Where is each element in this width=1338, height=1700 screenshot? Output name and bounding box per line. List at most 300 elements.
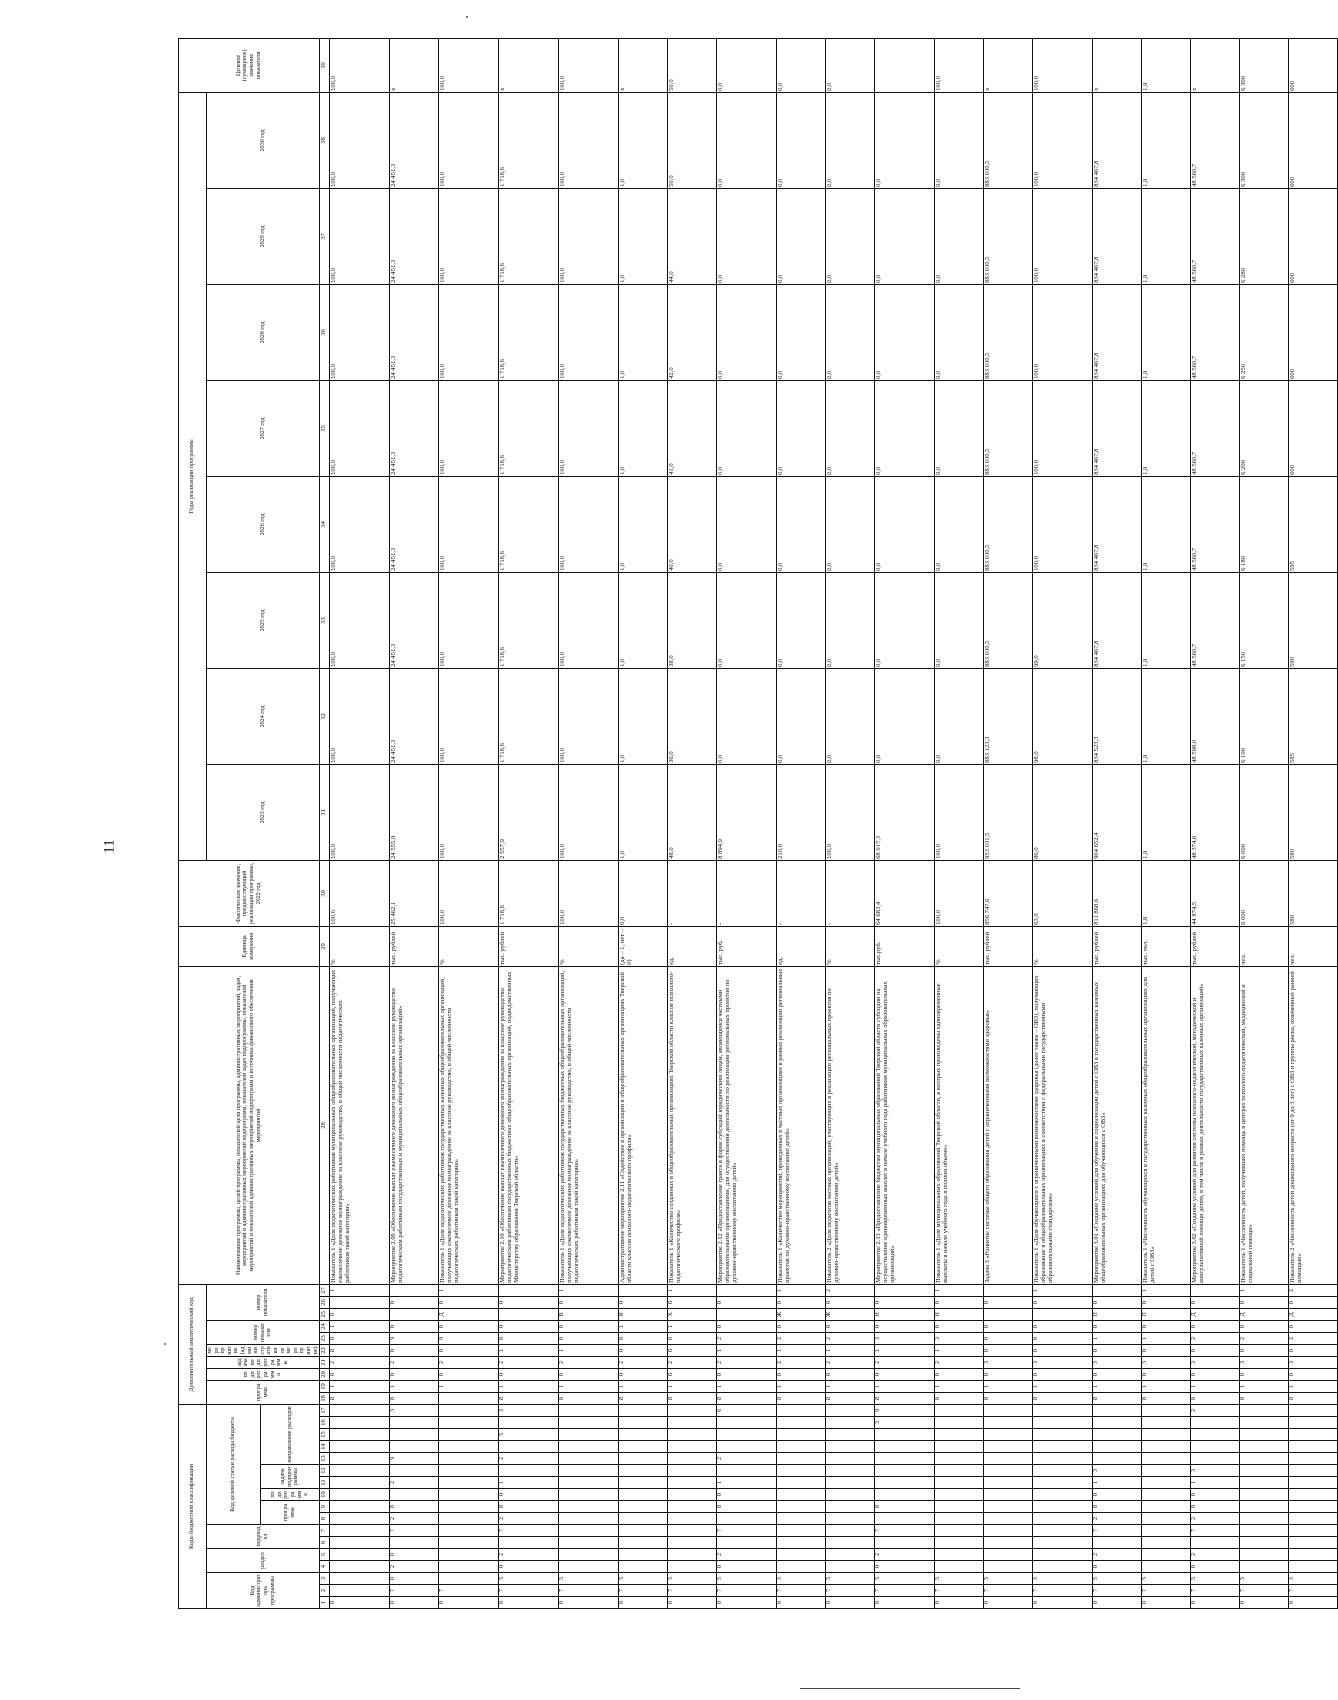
row-unit: ед.	[777, 926, 826, 966]
code-cell	[875, 1465, 935, 1477]
column-number: 8	[320, 1513, 330, 1525]
row-year-value: 99,0	[1033, 572, 1093, 668]
code-cell: 1	[717, 1477, 777, 1489]
code-cell: 3	[499, 1404, 559, 1416]
code-cell: 0	[559, 1332, 619, 1344]
code-cell	[875, 1441, 935, 1453]
column-number: 12	[320, 1465, 330, 1477]
code-cell: 0	[1033, 1368, 1093, 1380]
row-year-value: 48 560,7	[1191, 92, 1240, 188]
row-year-value: 0,0	[875, 92, 935, 188]
row-name: Показатель 1 «Численность детей, получивших помощь в центрах психолого-педагогической, медицинской и социальной помощи»	[1240, 966, 1289, 1284]
row-fact-2022: 811 868,6	[1093, 860, 1142, 926]
row-year-value: 0,0	[777, 380, 826, 476]
code-cell: 0	[619, 1597, 668, 1609]
row-year-value: 0,0	[935, 668, 984, 764]
code-cell	[1142, 1417, 1191, 1429]
code-cell	[619, 1429, 668, 1441]
code-cell: 0	[499, 1489, 559, 1501]
code-cell: 0	[1093, 1489, 1142, 1501]
code-cell	[330, 1537, 390, 1549]
code-cell	[1033, 1525, 1093, 1537]
code-cell: 3	[875, 1417, 935, 1429]
code-cell	[439, 1417, 499, 1429]
code-cell: 0	[439, 1320, 499, 1332]
code-cell	[668, 1441, 717, 1453]
code-cell	[875, 1429, 935, 1441]
code-cell	[1033, 1537, 1093, 1549]
table-row	[1093, 38, 1142, 1608]
row-year-value: 100,0	[1033, 380, 1093, 476]
code-cell: 0	[875, 1320, 935, 1332]
row-year-value: 0,0	[777, 572, 826, 668]
column-number: 17	[320, 1404, 330, 1416]
row-year-value: 0,0	[777, 188, 826, 284]
header-task: задача подпрограммы	[260, 1465, 319, 1489]
row-year-value: 100,0	[439, 284, 499, 380]
code-cell	[935, 1441, 984, 1453]
code-cell: 5	[984, 1573, 1033, 1585]
code-cell: 0	[777, 1368, 826, 1380]
code-cell: 0	[499, 1320, 559, 1332]
code-cell	[1142, 1404, 1191, 1416]
code-cell: 0	[499, 1597, 559, 1609]
code-cell	[559, 1417, 619, 1429]
row-year-value: 0,0	[826, 92, 875, 188]
table-row	[1240, 38, 1289, 1608]
code-cell	[935, 1429, 984, 1441]
row-fact-2022: 0,0	[619, 860, 668, 926]
code-cell	[439, 1404, 499, 1416]
row-unit: %	[1033, 926, 1093, 966]
code-cell	[439, 1573, 499, 1585]
row-fact-2022: 1 718,6	[499, 860, 559, 926]
code-cell	[777, 1453, 826, 1465]
row-year-value: 595	[1289, 476, 1338, 572]
row-year-value: 1 718,6	[499, 188, 559, 284]
code-cell: 9	[390, 1453, 439, 1465]
row-year-value: 24 451,3	[390, 572, 439, 668]
code-cell: 0	[1142, 1296, 1191, 1308]
code-cell: 0	[984, 1368, 1033, 1380]
table-row	[390, 38, 439, 1608]
code-cell	[777, 1417, 826, 1429]
code-cell	[717, 1417, 777, 1429]
row-year-value: 100,0	[559, 188, 619, 284]
code-cell	[439, 1477, 499, 1489]
code-cell	[668, 1417, 717, 1429]
code-cell: Ж	[826, 1308, 875, 1320]
code-cell: 2	[826, 1284, 875, 1296]
row-year-value: 100,0	[330, 380, 390, 476]
code-cell: Ж	[777, 1308, 826, 1320]
code-cell	[330, 1453, 390, 1465]
code-cell	[668, 1537, 717, 1549]
code-cell: 0	[717, 1320, 777, 1332]
code-cell: 1	[1240, 1284, 1289, 1296]
code-cell: Н	[875, 1308, 935, 1320]
code-cell: 0	[1191, 1368, 1240, 1380]
code-cell: 0	[826, 1296, 875, 1308]
row-year-value: 0,0	[717, 476, 777, 572]
row-year-value: 0,0	[826, 668, 875, 764]
row-year-value: 100,0	[1033, 92, 1093, 188]
code-cell: 1	[668, 1320, 717, 1332]
code-cell: 0	[826, 1368, 875, 1380]
code-cell	[935, 1417, 984, 1429]
row-year-value: 0,0	[826, 380, 875, 476]
row-year-value: 24 451,3	[390, 92, 439, 188]
code-cell: 7	[499, 1525, 559, 1537]
code-cell: 5	[875, 1573, 935, 1585]
code-cell: 0	[390, 1296, 439, 1308]
code-cell: Х	[668, 1308, 717, 1320]
code-cell: 1	[439, 1284, 499, 1296]
header-year-2027: 2027 год	[207, 380, 320, 476]
column-number-row	[320, 38, 330, 1608]
column-number: 9	[320, 1501, 330, 1513]
code-cell: 0	[619, 1296, 668, 1308]
code-cell: 1	[777, 1344, 826, 1356]
code-cell	[984, 1561, 1033, 1573]
row-year-value: 6 180	[1240, 476, 1289, 572]
row-final-value: x	[1191, 38, 1240, 92]
code-cell	[935, 1525, 984, 1537]
code-cell: В	[559, 1308, 619, 1320]
header-admin-code: Код администратора программы	[207, 1573, 320, 1609]
code-cell	[1191, 1453, 1240, 1465]
code-cell: 0	[1240, 1597, 1289, 1609]
code-cell: 0	[717, 1561, 777, 1573]
code-cell: 8	[935, 1392, 984, 1404]
header-year-2028: 2028 год	[207, 284, 320, 380]
header-program: программа	[260, 1501, 319, 1525]
code-cell	[1093, 1417, 1142, 1429]
code-cell: 1	[390, 1380, 439, 1392]
code-cell: 8	[717, 1501, 777, 1513]
code-cell: 1	[559, 1284, 619, 1296]
code-cell	[984, 1404, 1033, 1416]
code-cell	[826, 1477, 875, 1489]
row-final-value: 100,0	[330, 38, 390, 92]
row-final-value: 6 300	[1240, 38, 1289, 92]
code-cell: 9	[875, 1404, 935, 1416]
code-cell: 2	[559, 1356, 619, 1368]
code-cell: 5	[1289, 1573, 1338, 1585]
row-year-value: 6 000	[1240, 764, 1289, 860]
code-cell: 0	[984, 1320, 1033, 1332]
row-name: Мероприятие 2.10 «Обеспечение выплат ежемесячного денежного вознаграждения за классное руководство педагогическим работникам государственных бюджетных общеобразовательных организаций, подведомственных Министерству образования Тверской области»	[499, 966, 559, 1284]
code-cell	[826, 1404, 875, 1416]
code-cell: 2	[390, 1356, 439, 1368]
code-cell	[668, 1549, 717, 1561]
code-cell: 5	[1191, 1573, 1240, 1585]
table-row	[439, 38, 499, 1608]
code-cell	[935, 1549, 984, 1561]
code-cell: 2	[330, 1356, 390, 1368]
row-unit: чел.	[1289, 926, 1338, 966]
code-cell: 7	[875, 1585, 935, 1597]
code-cell: 2	[1289, 1332, 1338, 1344]
code-cell: 1	[777, 1284, 826, 1296]
code-cell: 8	[668, 1392, 717, 1404]
code-cell: 8	[1191, 1501, 1240, 1513]
header-year-2024: 2024 год	[207, 668, 320, 764]
code-cell: 7	[1033, 1585, 1093, 1597]
table-row	[935, 38, 984, 1608]
code-cell	[390, 1441, 439, 1453]
code-cell	[984, 1429, 1033, 1441]
row-name: Мероприятие 3.02 «Создание условий для развития системы психолого-педагогической, методической и консультативной помощи детям, в том числе в рамках деятельности государственных казенных организаций»	[1191, 966, 1240, 1284]
code-cell	[439, 1489, 499, 1501]
code-cell	[935, 1477, 984, 1489]
code-cell	[439, 1441, 499, 1453]
row-unit: тыс. чел.	[1142, 926, 1191, 966]
row-year-value: 0,0	[875, 380, 935, 476]
code-cell	[1289, 1465, 1338, 1477]
code-cell	[668, 1513, 717, 1525]
row-year-value: 590	[1289, 572, 1338, 668]
header-classifier: Дополнительный аналитический код	[179, 1284, 207, 1404]
code-cell: 0	[1191, 1320, 1240, 1332]
row-year-value: 100,0	[1033, 284, 1093, 380]
row-year-value: 0,0	[826, 284, 875, 380]
code-cell	[668, 1465, 717, 1477]
code-cell	[330, 1465, 390, 1477]
code-cell	[390, 1284, 439, 1296]
column-number: 31	[320, 764, 330, 860]
row-year-value: 48 560,7	[1191, 476, 1240, 572]
row-year-value: 100,0	[439, 764, 499, 860]
code-cell	[984, 1453, 1033, 1465]
code-cell: 1	[1289, 1380, 1338, 1392]
code-cell: Я	[619, 1308, 668, 1320]
code-cell	[935, 1453, 984, 1465]
header-year-2029: 2029 год	[207, 188, 320, 284]
row-year-value: 1,9	[1142, 188, 1191, 284]
row-year-value: 0,0	[935, 572, 984, 668]
code-cell: 0	[619, 1332, 668, 1344]
code-cell	[559, 1453, 619, 1465]
code-cell	[1033, 1513, 1093, 1525]
row-year-value: 1 718,6	[499, 668, 559, 764]
code-cell	[935, 1404, 984, 1416]
row-year-value: 48,0	[668, 764, 717, 860]
code-cell	[390, 1417, 439, 1429]
code-cell	[559, 1477, 619, 1489]
code-cell	[1289, 1453, 1338, 1465]
code-cell: 0	[875, 1561, 935, 1573]
code-cell	[619, 1284, 668, 1296]
code-cell	[1289, 1549, 1338, 1561]
code-cell: 0	[1033, 1296, 1093, 1308]
code-cell	[935, 1465, 984, 1477]
column-number: 34	[320, 476, 330, 572]
code-cell: 2	[1289, 1284, 1338, 1296]
code-cell	[330, 1525, 390, 1537]
row-year-value: 0,0	[935, 92, 984, 188]
header-final: Целевое (суммарное) значение показателя	[179, 38, 320, 92]
row-name: Административное мероприятие 2.11 «Содействие в организации в общеобразовательных организациях Тверской области классов психолого-педагогического профиля»	[619, 966, 668, 1284]
code-cell: 2	[777, 1332, 826, 1344]
code-cell	[777, 1525, 826, 1537]
row-final-value: 0,0	[777, 38, 826, 92]
code-cell: 8	[1093, 1501, 1142, 1513]
code-cell: 3	[1240, 1356, 1289, 1368]
header-unit: Единица измерения	[179, 926, 320, 966]
code-cell: 0	[1033, 1597, 1093, 1609]
column-number: 19	[320, 1380, 330, 1392]
code-cell	[875, 1453, 935, 1465]
code-cell: 0	[1093, 1368, 1142, 1380]
code-cell	[875, 1284, 935, 1296]
code-cell: 0	[1093, 1597, 1142, 1609]
row-year-value: 585	[1289, 668, 1338, 764]
row-year-value: 48 560,7	[1191, 188, 1240, 284]
code-cell	[330, 1477, 390, 1489]
code-cell	[330, 1441, 390, 1453]
code-cell	[875, 1537, 935, 1549]
code-cell	[499, 1417, 559, 1429]
code-cell: 1	[499, 1344, 559, 1356]
row-final-value: 100,0	[439, 38, 499, 92]
code-cell	[984, 1513, 1033, 1525]
code-cell: 1	[1033, 1284, 1093, 1296]
code-cell	[1240, 1441, 1289, 1453]
code-cell: 0	[1289, 1597, 1338, 1609]
code-cell: 0	[717, 1368, 777, 1380]
code-cell	[1289, 1501, 1338, 1513]
row-fact-2022: 44 874,5	[1191, 860, 1240, 926]
column-number: 27	[320, 1284, 330, 1296]
code-cell: 0	[1093, 1320, 1142, 1332]
code-cell	[1191, 1429, 1240, 1441]
code-cell	[717, 1429, 777, 1441]
code-cell	[984, 1308, 1033, 1320]
code-cell	[826, 1501, 875, 1513]
row-year-value: 2 557,9	[499, 764, 559, 860]
code-cell	[1142, 1537, 1191, 1549]
row-year-value: 24 555,9	[390, 764, 439, 860]
code-cell	[717, 1465, 777, 1477]
header-indicator-number: номер показателя	[207, 1284, 320, 1320]
code-cell	[330, 1417, 390, 1429]
code-cell: 0	[1289, 1320, 1338, 1332]
program-indicators-table	[178, 38, 1338, 1609]
code-cell	[1142, 1453, 1191, 1465]
row-unit: тыс. рублей	[390, 926, 439, 966]
code-cell: 0	[935, 1597, 984, 1609]
code-cell: 0	[390, 1344, 439, 1356]
column-number: 26	[320, 1296, 330, 1308]
row-final-value: x	[390, 38, 439, 92]
code-cell	[619, 1465, 668, 1477]
code-cell: 0	[1240, 1368, 1289, 1380]
row-year-value: 86,0	[1033, 764, 1093, 860]
table-row	[499, 38, 559, 1608]
code-cell: 0	[1240, 1296, 1289, 1308]
row-name: Показатель 1 «Количество мероприятий, проведенных в частных организациях в рамках реализации региональных проектов по духовно-нравственному воспитанию детей»	[777, 966, 826, 1284]
code-cell	[1289, 1441, 1338, 1453]
table-row	[1191, 38, 1240, 1608]
row-name: Мероприятие 2.13 «Предоставление бюджетам муниципальных образований Тверской области субсидии на осуществление единовременных выплат в начале учебного года работникам муниципальных образовательных организаций»	[875, 966, 935, 1284]
row-year-value: 0,0	[875, 668, 935, 764]
code-cell	[1240, 1525, 1289, 1537]
code-cell	[668, 1489, 717, 1501]
code-cell	[1191, 1284, 1240, 1296]
code-cell	[1093, 1284, 1142, 1296]
code-cell: 8	[826, 1392, 875, 1404]
row-year-value: 100,0	[559, 476, 619, 572]
code-cell: 2	[717, 1549, 777, 1561]
code-cell: П	[1093, 1308, 1142, 1320]
row-year-value: 1,0	[619, 668, 668, 764]
header-program-part: программа	[207, 1380, 320, 1404]
code-cell: 2	[499, 1549, 559, 1561]
code-cell: 7	[619, 1585, 668, 1597]
row-year-value: 42,0	[668, 284, 717, 380]
header-year-2023: 2023 год	[207, 764, 320, 860]
code-cell: 1	[777, 1380, 826, 1392]
row-year-value: 100,0	[1033, 476, 1093, 572]
code-cell	[439, 1465, 499, 1477]
code-cell	[935, 1537, 984, 1549]
column-number: 6	[320, 1537, 330, 1549]
scan-speck	[466, 16, 468, 18]
code-cell	[619, 1513, 668, 1525]
code-cell	[1033, 1489, 1093, 1501]
code-cell: 5	[1240, 1573, 1289, 1585]
code-cell	[619, 1501, 668, 1513]
code-cell: 3	[1033, 1356, 1093, 1368]
code-cell: 1	[330, 1284, 390, 1296]
code-cell: 8	[499, 1392, 559, 1404]
code-cell: 0	[330, 1368, 390, 1380]
row-fact-2022: 64 683,4	[875, 860, 935, 926]
code-cell: 1	[559, 1344, 619, 1356]
row-year-value: 36,0	[668, 668, 717, 764]
code-cell: 5	[1093, 1573, 1142, 1585]
code-cell: 0	[1142, 1344, 1191, 1356]
row-name: Показатель 1 «Численность обучающихся в государственных казенных общеобразовательных организациях для детей с ОВЗ»	[1142, 966, 1191, 1284]
code-cell	[559, 1501, 619, 1513]
code-cell	[1033, 1501, 1093, 1513]
code-cell: 1	[619, 1320, 668, 1332]
code-cell: 2	[935, 1356, 984, 1368]
code-cell: 2	[1191, 1404, 1240, 1416]
code-cell: 2	[390, 1561, 439, 1573]
row-year-value: 100,0	[1033, 188, 1093, 284]
code-cell	[330, 1501, 390, 1513]
code-cell	[826, 1525, 875, 1537]
row-year-value: 0,0	[777, 668, 826, 764]
row-fact-2022: -	[717, 860, 777, 926]
code-cell: 2	[1093, 1549, 1142, 1561]
table-row	[1142, 38, 1191, 1608]
code-cell: Д	[439, 1308, 499, 1320]
code-cell: 6	[717, 1404, 777, 1416]
header-year-2030: 2030 год	[207, 92, 320, 188]
code-cell: 0	[875, 1296, 935, 1308]
header-target-item: Код целевой статьи расхода бюджета	[207, 1404, 261, 1524]
code-cell	[668, 1404, 717, 1416]
code-cell: 0	[875, 1368, 935, 1380]
code-cell	[1240, 1489, 1289, 1501]
code-cell	[330, 1489, 390, 1501]
row-year-value: 6 250	[1240, 284, 1289, 380]
row-year-value: 0,0	[875, 476, 935, 572]
code-cell	[499, 1465, 559, 1477]
